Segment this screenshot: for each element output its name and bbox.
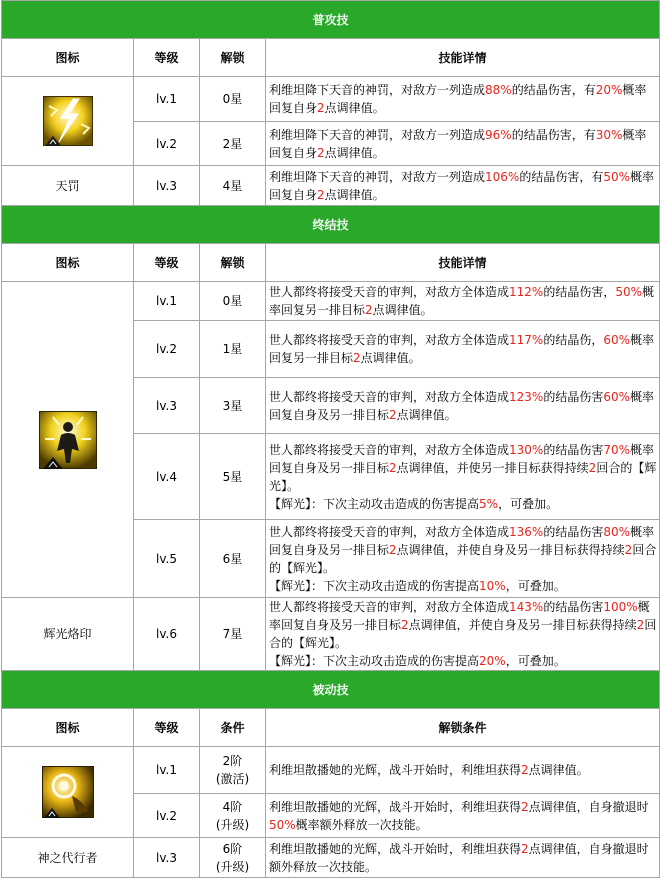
detail-cell: 世人都终将接受天音的审判，对敌方全体造成112%的结晶伤害，50%概率回复另一排目标2点调律值。 bbox=[266, 282, 660, 321]
skill-name: 神之代行者 bbox=[2, 838, 134, 878]
detail-cell: 世人都终将接受天音的审判，对敌方全体造成143%的结晶伤害100%概率回复自身及另一排目标2点调律值，并使自身及另一排目标获得持续2回合的【辉光】。 【辉光】：下次主动攻击造成的伤害提高20%，可叠加。 bbox=[266, 598, 660, 671]
skill-name: 辉光烙印 bbox=[2, 598, 134, 671]
unlock-cell: 1星 bbox=[200, 321, 266, 378]
detail-cell: 利维坦散播她的光辉，战斗开始时，利维坦获得2点调律值。 bbox=[266, 747, 660, 794]
header-condition: 条件 bbox=[200, 709, 266, 747]
level-cell: lv.2 bbox=[134, 122, 200, 166]
skill-icon-cell bbox=[2, 77, 134, 166]
header-details: 技能详情 bbox=[266, 244, 660, 282]
unlock-cell: 4星 bbox=[200, 166, 266, 206]
section-title: 被动技 bbox=[2, 671, 660, 709]
lightning-strike-icon bbox=[43, 96, 93, 146]
header-icon: 图标 bbox=[2, 244, 134, 282]
detail-cell: 利维坦降下天音的神罚，对敌方一列造成88%的结晶伤害，有20%概率回复自身2点调律值。 bbox=[266, 77, 660, 122]
column-header-row bbox=[2, 709, 660, 747]
header-unlock: 解锁 bbox=[200, 244, 266, 282]
level-cell: lv.1 bbox=[134, 747, 200, 794]
header-level: 等级 bbox=[134, 709, 200, 747]
level-cell: lv.3 bbox=[134, 166, 200, 206]
header-details: 技能详情 bbox=[266, 39, 660, 77]
unlock-cell: 0星 bbox=[200, 282, 266, 321]
column-header-row bbox=[2, 244, 660, 282]
section-title: 终结技 bbox=[2, 206, 660, 244]
condition-cell: 6阶 (升级) bbox=[200, 838, 266, 878]
column-header-row bbox=[2, 39, 660, 77]
level-cell: lv.2 bbox=[134, 794, 200, 838]
detail-cell: 世人都终将接受天音的审判，对敌方全体造成117%的结晶伤，60%概率回复另一排目标2点调律值。 bbox=[266, 321, 660, 378]
detail-cell: 世人都终将接受天音的审判，对敌方全体造成123%的结晶伤害60%概率回复自身及另一排目标2点调律值。 bbox=[266, 378, 660, 434]
level-cell: lv.1 bbox=[134, 77, 200, 122]
unlock-cell: 0星 bbox=[200, 77, 266, 122]
header-unlock: 解锁 bbox=[200, 39, 266, 77]
unlock-cell: 6星 bbox=[200, 520, 266, 598]
header-unlock-condition: 解锁条件 bbox=[266, 709, 660, 747]
detail-cell: 世人都终将接受天音的审判，对敌方全体造成130%的结晶伤害70%概率回复自身及另一排目标2点调律值，并使另一排目标获得持续2回合的【辉光】。 【辉光】：下次主动攻击造成的伤害提高5%，可叠加。 bbox=[266, 434, 660, 520]
unlock-cell: 5星 bbox=[200, 434, 266, 520]
level-cell: lv.5 bbox=[134, 520, 200, 598]
halo-sun-icon bbox=[42, 766, 94, 818]
unlock-cell: 7星 bbox=[200, 598, 266, 671]
level-cell: lv.3 bbox=[134, 838, 200, 878]
level-cell: lv.3 bbox=[134, 378, 200, 434]
section-header-passive bbox=[2, 671, 660, 709]
detail-cell: 利维坦降下天音的神罚，对敌方一列造成96%的结晶伤害，有30%概率回复自身2点调律值。 bbox=[266, 122, 660, 166]
table-row bbox=[2, 166, 660, 206]
condition-cell: 4阶 (升级) bbox=[200, 794, 266, 838]
header-icon: 图标 bbox=[2, 39, 134, 77]
detail-cell: 利维坦散播她的光辉，战斗开始时，利维坦获得2点调律值，自身撤退时额外释放一次技能。 bbox=[266, 838, 660, 878]
skill-icon-cell bbox=[2, 747, 134, 838]
skill-name: 天罚 bbox=[2, 166, 134, 206]
detail-cell: 利维坦散播她的光辉，战斗开始时，利维坦获得2点调律值，自身撤退时50%概率额外释放一次技能。 bbox=[266, 794, 660, 838]
skill-icon-cell bbox=[2, 282, 134, 598]
table-row bbox=[2, 77, 660, 122]
skill-table bbox=[1, 0, 660, 878]
radiant-figure-icon bbox=[39, 411, 97, 469]
header-level: 等级 bbox=[134, 39, 200, 77]
table-row bbox=[2, 747, 660, 794]
level-cell: lv.1 bbox=[134, 282, 200, 321]
section-header-basic bbox=[2, 1, 660, 39]
table-row bbox=[2, 598, 660, 671]
header-level: 等级 bbox=[134, 244, 200, 282]
header-icon: 图标 bbox=[2, 709, 134, 747]
table-row bbox=[2, 282, 660, 321]
condition-cell: 2阶 (激活) bbox=[200, 747, 266, 794]
section-header-ultimate bbox=[2, 206, 660, 244]
unlock-cell: 2星 bbox=[200, 122, 266, 166]
level-cell: lv.6 bbox=[134, 598, 200, 671]
level-cell: lv.4 bbox=[134, 434, 200, 520]
level-cell: lv.2 bbox=[134, 321, 200, 378]
detail-cell: 世人都终将接受天音的审判，对敌方全体造成136%的结晶伤害80%概率回复自身及另一排目标2点调律值，并使自身及另一排目标获得持续2回合的【辉光】。 【辉光】：下次主动攻击造成的伤害提高10%，可叠加。 bbox=[266, 520, 660, 598]
table-row bbox=[2, 838, 660, 878]
unlock-cell: 3星 bbox=[200, 378, 266, 434]
section-title: 普攻技 bbox=[2, 1, 660, 39]
detail-cell: 利维坦降下天音的神罚，对敌方一列造成106%的结晶伤害，有50%概率回复自身2点调律值。 bbox=[266, 166, 660, 206]
